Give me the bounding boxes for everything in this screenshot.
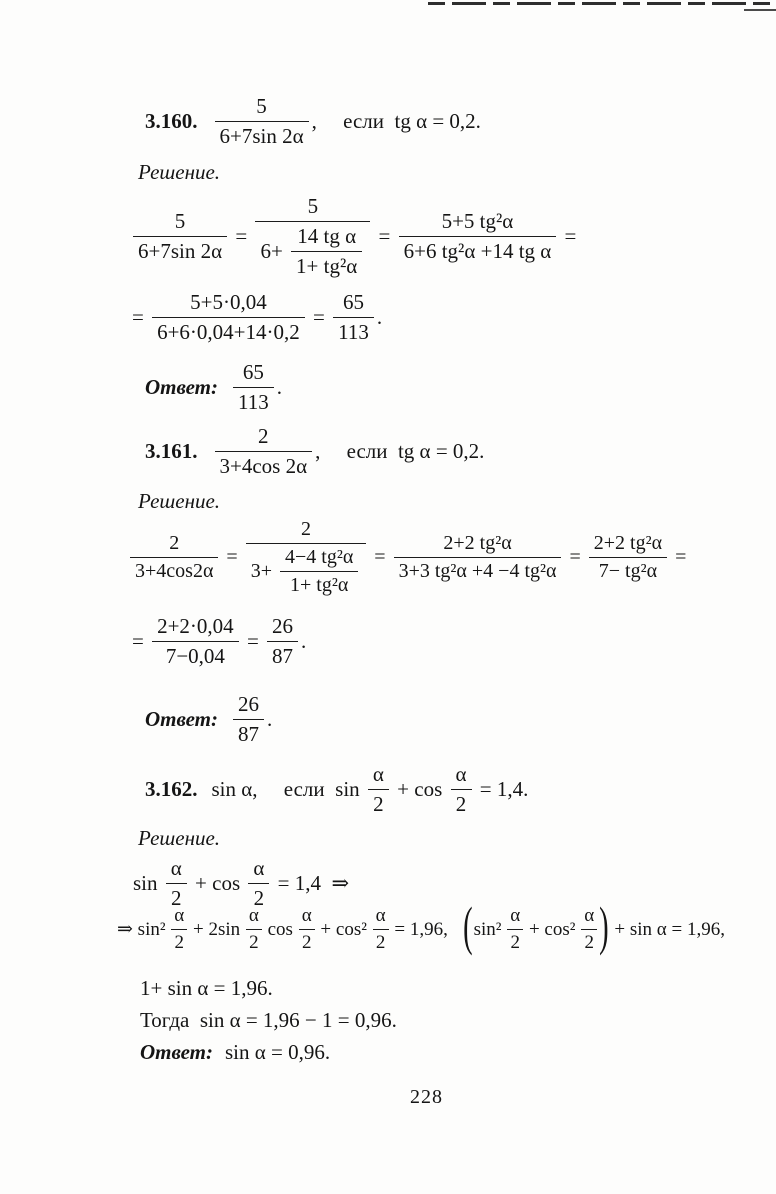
math-text: = <box>564 546 586 568</box>
denominator <box>368 790 389 817</box>
math-text: = <box>132 629 150 653</box>
denominator <box>280 572 358 597</box>
denominator <box>171 930 187 954</box>
solution-label: Решение. <box>138 826 221 850</box>
math-text: 5 <box>307 194 319 218</box>
answer-value <box>230 360 282 415</box>
math-text: 3+4cos 2α <box>219 454 308 478</box>
numerator <box>280 546 358 572</box>
math-text: = 1,4 ⇒ <box>272 871 350 895</box>
math-text: 5+5 tg²α <box>441 209 514 233</box>
denominator <box>581 930 597 954</box>
math-text: 65 <box>342 290 364 314</box>
fraction <box>368 762 389 817</box>
math-text: 6+ <box>260 239 289 263</box>
math-text: Тогда sin α = 1,96 − 1 = 0,96. <box>140 1008 397 1032</box>
problem-header-3161 <box>145 424 484 479</box>
numerator <box>133 209 227 237</box>
math-text: 6+7sin 2α <box>138 239 223 263</box>
denominator <box>507 930 523 954</box>
numerator <box>368 762 389 790</box>
numerator <box>246 518 367 544</box>
numerator <box>507 905 523 930</box>
fraction <box>233 360 274 415</box>
fraction <box>166 856 187 911</box>
equation-line <box>127 518 686 597</box>
numerator <box>589 532 667 558</box>
math-text: 6+6·0,04+14·0,2 <box>157 320 300 344</box>
numerator <box>299 905 315 930</box>
problem-number: 3.160. <box>145 109 198 133</box>
math-text: α <box>174 905 185 926</box>
math-text: + 2sin <box>188 918 245 940</box>
math-text: 2 <box>455 792 467 816</box>
math-text: , если tg α = 0,2. <box>311 109 481 133</box>
numerator <box>394 532 562 558</box>
math-text: 2 <box>301 932 312 953</box>
scan-artifact-top-dashes <box>428 2 776 5</box>
right-paren: ) <box>599 898 609 958</box>
answer-label: Ответ: <box>140 1040 213 1064</box>
paren-group <box>462 898 610 958</box>
math-text: . <box>376 305 383 329</box>
denominator <box>267 642 298 669</box>
math-text: 7−0,04 <box>165 644 225 668</box>
denominator <box>130 558 218 583</box>
equation-line <box>132 614 306 669</box>
math-text: + cos² <box>524 918 581 940</box>
answer-line <box>145 692 272 747</box>
fraction <box>299 905 315 954</box>
fraction <box>248 856 269 911</box>
denominator <box>291 252 362 279</box>
math-text: 14 tg α <box>297 224 357 248</box>
denominator <box>246 930 262 954</box>
math-text: 26 <box>238 692 259 716</box>
math-text: 7− tg²α <box>598 560 658 582</box>
math-text: 2 <box>171 886 182 910</box>
math-text: ⇒ sin² <box>117 919 171 940</box>
math-text: 2 <box>174 932 185 953</box>
numerator <box>215 424 313 452</box>
math-text: = <box>241 629 265 653</box>
fraction <box>246 518 367 597</box>
denominator <box>451 790 472 817</box>
math-text: 5 <box>174 209 186 233</box>
math-text: , если tg α = 0,2. <box>315 439 485 463</box>
math-text: 2 <box>258 424 269 448</box>
equation-line <box>117 898 725 958</box>
math-text: 2 <box>584 932 594 953</box>
answer-value <box>225 1040 330 1065</box>
math-text: α <box>372 762 384 786</box>
numerator <box>152 614 239 642</box>
page-number: 228 <box>410 1086 443 1108</box>
denominator <box>215 452 313 479</box>
math-text: sin <box>133 871 163 895</box>
answer-line <box>140 1040 330 1065</box>
math-text: α <box>375 905 386 926</box>
math-text: + sin α = 1,96, <box>609 918 725 940</box>
numerator <box>246 905 262 930</box>
solution-label: Решение. <box>138 160 221 184</box>
fraction <box>267 614 298 669</box>
fraction <box>451 762 472 817</box>
math-text: 87 <box>272 644 294 668</box>
math-text: = <box>369 546 391 568</box>
fraction <box>246 905 262 954</box>
fraction <box>171 905 187 954</box>
math-text: 113 <box>238 390 269 414</box>
denominator <box>133 237 227 264</box>
equation-line <box>140 1008 397 1033</box>
fraction <box>215 424 313 479</box>
math-text: 4−4 tg²α <box>284 546 354 568</box>
math-text: . <box>301 629 307 653</box>
math-text: 1+ sin α = 1,96. <box>140 976 273 1000</box>
problem-statement <box>212 424 485 479</box>
math-text: 65 <box>242 360 264 384</box>
problem-statement <box>212 762 529 817</box>
math-text: = 1,4. <box>474 777 529 801</box>
numerator <box>267 614 298 642</box>
math-text: = <box>670 546 687 568</box>
math-text: α <box>510 905 521 926</box>
math-text: 2 <box>510 932 520 953</box>
math-text: 6+7sin 2α <box>219 124 304 148</box>
numerator <box>451 762 472 790</box>
fraction <box>233 692 264 747</box>
fraction <box>133 209 227 264</box>
denominator <box>589 558 667 583</box>
fraction <box>215 94 309 149</box>
math-text: 2 <box>373 792 384 816</box>
denominator <box>152 642 239 669</box>
equation-line <box>130 194 576 279</box>
numerator <box>248 856 269 884</box>
numerator <box>373 905 389 930</box>
math-text: 2 <box>169 532 180 554</box>
left-paren: ( <box>463 898 473 958</box>
math-text: 2+2 tg²α <box>443 532 512 554</box>
math-text: 3+4cos2α <box>135 560 214 582</box>
answer-value <box>230 692 272 747</box>
numerator <box>581 905 597 930</box>
math-text: 2 <box>301 518 311 540</box>
math-text: + cos <box>189 871 246 895</box>
fraction <box>291 224 362 279</box>
math-text: 2 <box>375 932 386 953</box>
denominator <box>399 237 557 264</box>
math-text: α <box>301 905 312 926</box>
problem-header-3160 <box>145 94 481 149</box>
math-text: . <box>267 707 273 731</box>
math-text: 3+ <box>250 560 277 582</box>
math-text: 5+5·0,04 <box>190 290 267 314</box>
math-text: = <box>559 224 577 248</box>
fraction <box>255 194 370 279</box>
fraction <box>333 290 374 345</box>
denominator <box>394 558 562 583</box>
denominator <box>233 720 264 747</box>
math-text: = <box>221 546 243 568</box>
math-text: α <box>248 905 259 926</box>
answer-label: Ответ: <box>145 375 218 399</box>
numerator <box>399 209 557 237</box>
math-text: = <box>132 305 150 329</box>
denominator <box>373 930 389 954</box>
answer-label: Ответ: <box>145 707 218 731</box>
solution-label: Решение. <box>138 489 221 513</box>
math-text: sin α = 0,96. <box>225 1040 331 1064</box>
fraction <box>581 905 597 954</box>
math-text: 87 <box>238 722 259 746</box>
math-text: 5 <box>256 94 267 118</box>
math-text: 2 <box>249 932 259 953</box>
problem-number: 3.162. <box>145 777 198 801</box>
math-text: α <box>253 856 265 880</box>
math-text: sin α, если sin <box>211 777 365 801</box>
math-text: α <box>584 905 595 926</box>
math-text: + cos <box>391 777 448 801</box>
math-text: α <box>170 856 182 880</box>
math-text: 2 <box>253 886 265 910</box>
denominator <box>333 318 374 345</box>
fraction <box>130 532 218 583</box>
equation-line <box>140 976 273 1001</box>
numerator <box>152 290 305 318</box>
numerator <box>171 905 187 930</box>
math-text: = 1,96, <box>389 918 463 940</box>
fraction <box>280 546 358 597</box>
math-text: . <box>276 375 282 399</box>
denominator <box>299 930 315 954</box>
fraction <box>394 532 562 583</box>
math-text: 3+3 tg²α +4 −4 tg²α <box>398 560 557 582</box>
numerator <box>255 194 370 222</box>
denominator <box>246 544 367 597</box>
numerator <box>233 692 264 720</box>
denominator <box>152 318 305 345</box>
denominator <box>233 388 274 415</box>
math-text: + cos² <box>315 918 372 940</box>
scan-artifact-dash-fragment <box>744 9 776 11</box>
numerator <box>233 360 274 388</box>
math-text: = <box>307 305 331 329</box>
fraction <box>507 905 523 954</box>
math-text: 1+ tg²α <box>289 574 349 596</box>
math-text: α <box>455 762 467 786</box>
problem-number: 3.161. <box>145 439 198 463</box>
math-text: sin² <box>473 918 507 940</box>
numerator <box>130 532 218 558</box>
math-text: 1+ tg²α <box>296 254 358 278</box>
math-text: = <box>230 224 253 248</box>
answer-line <box>145 360 282 415</box>
problem-header-3162 <box>145 762 528 817</box>
fraction <box>589 532 667 583</box>
math-text: 26 <box>272 614 294 638</box>
fraction <box>152 614 239 669</box>
numerator <box>166 856 187 884</box>
fraction <box>152 290 305 345</box>
problem-statement <box>212 94 481 149</box>
fraction <box>373 905 389 954</box>
math-text: 6+6 tg²α +14 tg α <box>403 239 552 263</box>
numerator <box>291 224 362 252</box>
equation-line <box>133 856 349 911</box>
math-text: = <box>373 224 396 248</box>
denominator <box>255 222 370 279</box>
denominator <box>215 122 309 149</box>
numerator <box>215 94 309 122</box>
math-text: cos <box>262 918 298 940</box>
numerator <box>333 290 374 318</box>
math-text: 2+2 tg²α <box>593 532 663 554</box>
fraction <box>399 209 557 264</box>
math-text: 113 <box>338 320 369 344</box>
math-text: 2+2·0,04 <box>157 614 234 638</box>
equation-line <box>132 290 382 345</box>
